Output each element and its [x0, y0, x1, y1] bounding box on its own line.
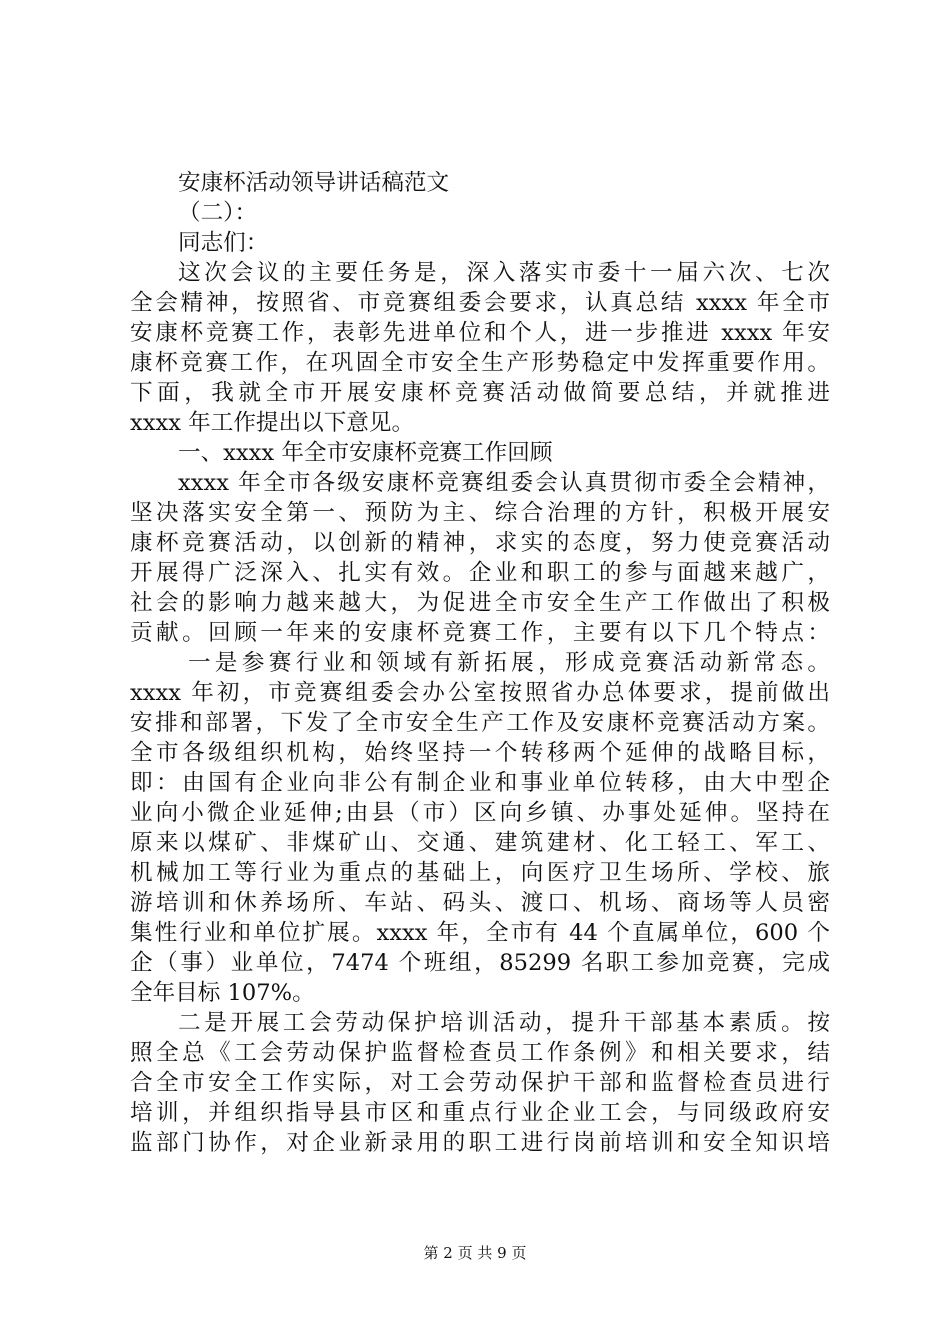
text-line: 贡献。回顾一年来的安康杯竞赛工作，主要有以下几个特点： — [130, 620, 830, 646]
text-line: xxxx 年初，市竞赛组委会办公室按照省办总体要求，提前做出 — [130, 680, 830, 706]
text-line: 一、xxxx 年全市安康杯竞赛工作回顾 — [178, 440, 553, 466]
text-line: xxxx 年全市各级安康杯竞赛组委会认真贯彻市委全会精神， — [178, 470, 830, 496]
text-line: 同志们： — [178, 230, 269, 256]
text-line: 下面，我就全市开展安康杯竞赛活动做简要总结，并就推进 — [130, 380, 830, 406]
page-footer: 第 2 页 共 9 页 — [423, 1244, 527, 1262]
text-line: 集性行业和单位扩展。xxxx 年，全市有 44 个直属单位，600 个 — [130, 920, 830, 946]
text-line: 合全市安全工作实际，对工会劳动保护干部和监督检查员进行 — [130, 1070, 830, 1096]
text-line: 康杯竞赛工作，在巩固全市安全生产形势稳定中发挥重要作用。 — [130, 350, 830, 376]
text-line: 培训，并组织指导县市区和重点行业企业工会，与同级政府安 — [130, 1100, 830, 1126]
text-line: 照全总《工会劳动保护监督检查员工作条例》和相关要求，结 — [130, 1040, 830, 1066]
document-title: 安康杯活动领导讲话稿范文 — [178, 170, 450, 196]
text-line: 康杯竞赛活动，以创新的精神，求实的态度，努力使竞赛活动 — [130, 530, 830, 556]
text-line: 全市各级组织机构，始终坚持一个转移两个延伸的战略目标， — [130, 740, 830, 766]
text-line: xxxx 年工作提出以下意见。 — [130, 410, 415, 436]
text-line: 这次会议的主要任务是，深入落实市委十一届六次、七次 — [178, 260, 830, 286]
text-line: 即：由国有企业向非公有制企业和事业单位转移，由大中型企 — [130, 770, 830, 796]
document-body — [130, 168, 830, 1158]
text-line: 机械加工等行业为重点的基础上，向医疗卫生场所、学校、旅 — [130, 860, 830, 886]
text-line: 坚决落实安全第一、预防为主、综合治理的方针，积极开展安 — [130, 500, 830, 526]
text-line: （二）： — [178, 200, 258, 226]
text-line: 全会精神，按照省、市竞赛组委会要求，认真总结 xxxx 年全市 — [130, 290, 830, 316]
text-line: 二是开展工会劳动保护培训活动，提升干部基本素质。按 — [178, 1010, 830, 1036]
text-line: 社会的影响力越来越大，为促进全市安全生产工作做出了积极 — [130, 590, 830, 616]
text-line: 开展得广泛深入、扎实有效。企业和职工的参与面越来越广， — [130, 560, 830, 586]
text-line: 一是参赛行业和领域有新拓展，形成竞赛活动新常态。 — [188, 650, 830, 676]
text-line: 安康杯竞赛工作，表彰先进单位和个人，进一步推进 xxxx 年安 — [130, 320, 830, 346]
text-line: 业向小微企业延伸;由县（市）区向乡镇、办事处延伸。坚持在 — [130, 800, 830, 826]
text-line: 全年目标 107%。 — [130, 980, 315, 1006]
text-line: 安排和部署，下发了全市安全生产工作及安康杯竞赛活动方案。 — [130, 710, 830, 736]
text-line: 监部门协作，对企业新录用的职工进行岗前培训和安全知识培 — [130, 1130, 830, 1156]
text-line: 原来以煤矿、非煤矿山、交通、建筑建材、化工轻工、军工、 — [130, 830, 830, 856]
text-line: 游培训和休养场所、车站、码头、渡口、机场、商场等人员密 — [130, 890, 830, 916]
text-line: 企（事）业单位，7474 个班组，85299 名职工参加竞赛，完成 — [130, 950, 830, 976]
